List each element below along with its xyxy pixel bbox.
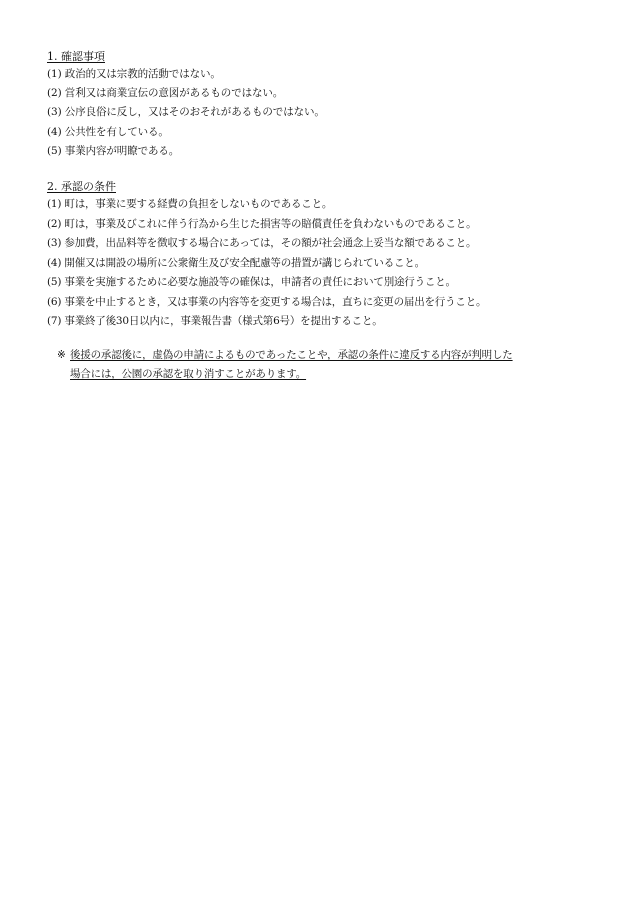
- note-line-1: [57, 346, 587, 365]
- revocation-note: [57, 346, 587, 384]
- confirmation-section: [47, 49, 607, 161]
- conditions-section: [47, 179, 607, 332]
- note-mark: ※: [57, 349, 66, 361]
- confirmation-item-2: (2) 営利又は商業宣伝の意図があるものではない。: [47, 87, 284, 100]
- condition-item-7: (7) 事業終了後30日以内に，事業報告書（様式第6号）を提出すること。: [47, 315, 383, 327]
- condition-item-5: (5) 事業を実施するために必要な施設等の確保は，申請者の責任において別途行うこと。: [47, 276, 456, 288]
- condition-item-4: (4) 開催又は開設の場所に公衆衛生及び安全配慮等の措置が講じられていること。: [47, 256, 425, 269]
- confirmation-heading: 1. 確認事項: [47, 50, 105, 63]
- note-text-line-1: 後援の承認後に，虚偽の申請によるものであったことや，承認の条件に違反する内容が判明した: [70, 349, 513, 361]
- condition-item-2: (2) 町は，事業及びこれに伴う行為から生じた損害等の賠償責任を負わないものであること。: [47, 217, 477, 230]
- confirmation-item-4: (4) 公共性を有している。: [47, 125, 169, 138]
- note-line-2: [57, 365, 587, 384]
- condition-item-6: (6) 事業を中止するとき，又は事業の内容等を変更する場合は，直ちに変更の届出を行うこと。: [47, 295, 487, 308]
- confirmation-item-3: (3) 公序良俗に反し，又はそのおそれがあるものではない。: [47, 106, 325, 119]
- condition-item-1: (1) 町は，事業に要する経費の負担をしないものであること。: [47, 198, 333, 210]
- confirmation-item-1: (1) 政治的又は宗教的活動ではない。: [47, 68, 221, 80]
- condition-item-3: (3) 参加費，出品料等を徴収する場合にあっては，その額が社会通念上妥当な額であること。: [47, 237, 477, 249]
- note-text-line-2: 場合には，公園の承認を取り消すことがあります。: [70, 368, 307, 380]
- conditions-heading: 2. 承認の条件: [47, 180, 116, 193]
- confirmation-item-5: (5) 事業内容が明瞭である。: [47, 144, 180, 157]
